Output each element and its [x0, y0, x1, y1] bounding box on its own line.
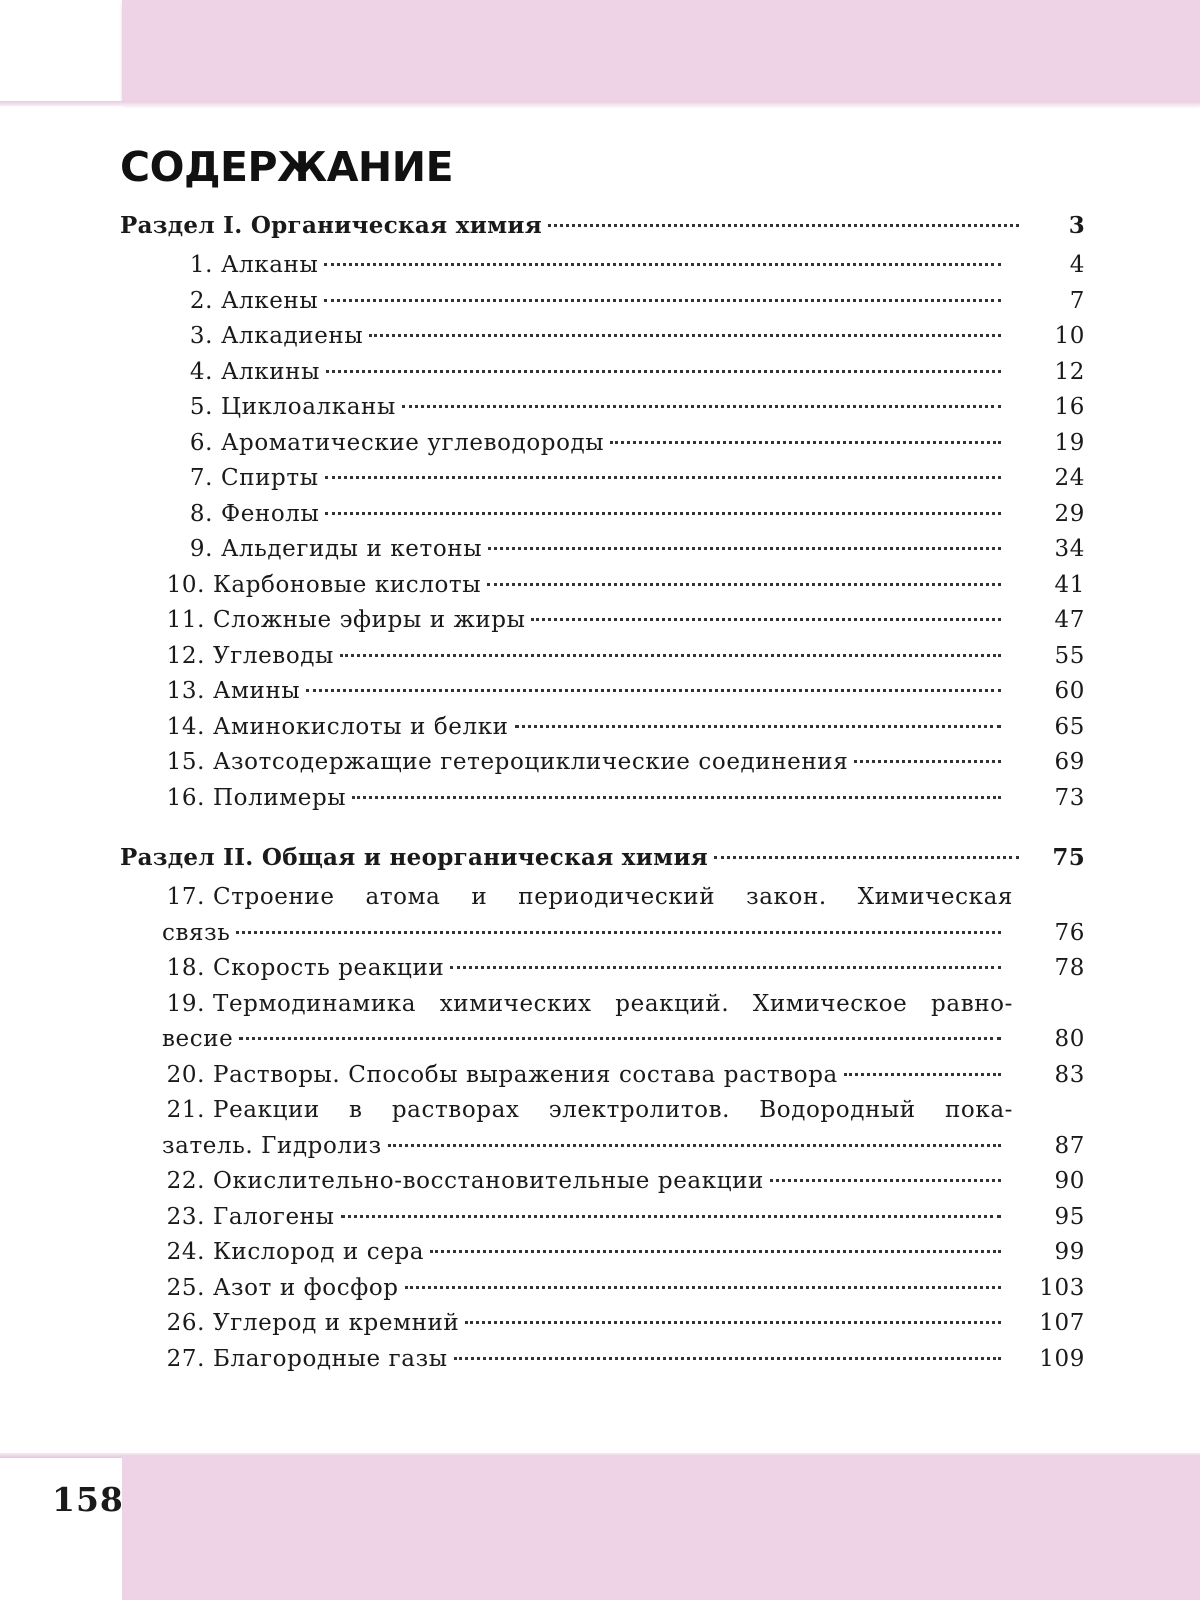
toc-entry[interactable] [120, 955, 1085, 991]
toc-entry[interactable] [120, 678, 1085, 714]
leader-dots [324, 299, 1001, 302]
leader-dots [548, 224, 1019, 227]
toc-entry[interactable] [120, 501, 1085, 537]
entry-number: 15. [166, 749, 205, 775]
toc-entry[interactable] [120, 252, 1085, 288]
leader-dots [854, 760, 1001, 763]
section-2-list [120, 884, 1085, 1381]
leader-dots [430, 1250, 1001, 1253]
toc-entry[interactable] [120, 607, 1085, 643]
toc-entry[interactable] [120, 1062, 1085, 1098]
page-ref: 69 [1054, 749, 1085, 775]
entry-title: Сложные эфиры и жиры [213, 607, 526, 633]
entry-title: Ароматические углеводороды [221, 429, 605, 456]
page-ref: 107 [1039, 1310, 1085, 1336]
leader-dots [325, 476, 1001, 479]
toc-entry[interactable] [120, 1275, 1085, 1311]
entry-number: 12. [166, 642, 205, 669]
leader-dots [369, 334, 1001, 337]
toc-entry[interactable] [120, 1097, 1085, 1133]
toc-entry[interactable] [120, 465, 1085, 501]
entry-number: 23. [166, 1203, 205, 1230]
entry-title: Карбоновые кислоты [213, 571, 482, 598]
page-ref: 10 [1054, 323, 1085, 349]
entry-title: Циклоалканы [221, 394, 396, 420]
page-ref: 3 [1068, 212, 1085, 239]
toc-entry-continued[interactable] [120, 920, 1085, 956]
page-number: 158 [52, 1480, 124, 1519]
entry-title: Полимеры [213, 784, 347, 811]
entry-title: Окислительно-восстановительные реакции [213, 1168, 764, 1194]
entry-title: Углерод и кремний [213, 1310, 460, 1336]
leader-dots [236, 931, 1001, 934]
toc-entry[interactable] [120, 749, 1085, 785]
entry-number: 7. [189, 465, 213, 491]
entry-title-continued: весие [162, 1026, 234, 1052]
toc-entry[interactable] [120, 394, 1085, 430]
toc-entry[interactable] [120, 430, 1085, 466]
entry-number: 26. [166, 1310, 205, 1336]
leader-dots [325, 512, 1001, 515]
entry-number: 8. [189, 500, 213, 527]
entry-title: Скорость реакции [213, 955, 445, 981]
leader-dots [844, 1073, 1001, 1076]
entry-title: Алкадиены [221, 323, 364, 349]
page-ref: 12 [1054, 358, 1085, 385]
page-ref: 80 [1054, 1026, 1085, 1052]
entry-number: 9. [189, 536, 213, 562]
toc-entry[interactable] [120, 991, 1085, 1027]
entry-number: 24. [166, 1239, 205, 1265]
toc-entry[interactable] [120, 884, 1085, 920]
section-label: Раздел I. Органическая химия [120, 212, 543, 239]
entry-number: 18. [166, 955, 205, 981]
entry-number: 13. [166, 678, 205, 704]
toc-entry[interactable] [120, 714, 1085, 750]
entry-title: Спирты [221, 465, 319, 491]
toc-entry-continued[interactable] [120, 1133, 1085, 1169]
leader-dots [326, 370, 1001, 373]
page-ref: 16 [1054, 394, 1085, 420]
entry-title: Реакции в растворах электролитов. Водородный пока- [213, 1097, 1013, 1123]
page-ref: 103 [1039, 1274, 1085, 1301]
page-ref: 99 [1054, 1239, 1085, 1265]
toc-entry[interactable] [120, 536, 1085, 572]
leader-dots [405, 1286, 1001, 1289]
page-ref: 47 [1054, 607, 1085, 633]
toc-entry[interactable] [120, 288, 1085, 324]
toc-entry[interactable] [120, 785, 1085, 821]
page-ref: 76 [1054, 919, 1085, 946]
page-ref: 65 [1054, 713, 1085, 740]
entry-number: 2. [189, 287, 213, 314]
section-label: Раздел II. Общая и неорганическая химия [120, 844, 709, 871]
leader-dots [402, 405, 1001, 408]
entry-title: Растворы. Способы выражения состава раствора [213, 1061, 838, 1088]
header-band-edge [0, 101, 1200, 106]
leader-dots [450, 966, 1001, 969]
entry-title: Алкины [221, 358, 320, 385]
entry-title: Термодинамика химических реакций. Химическое равно- [213, 990, 1013, 1017]
leader-dots [714, 856, 1019, 859]
toc-entry[interactable] [120, 323, 1085, 359]
footer-band [122, 1455, 1200, 1600]
page-ref: 29 [1054, 500, 1085, 527]
entry-number: 16. [166, 784, 205, 811]
leader-dots [770, 1179, 1001, 1182]
entry-title: Фенолы [221, 500, 320, 527]
entry-title: Алканы [221, 252, 319, 278]
toc-entry[interactable] [120, 359, 1085, 395]
entry-title: Углеводы [213, 642, 334, 669]
entry-title: Алкены [221, 287, 319, 314]
entry-title: Азот и фосфор [213, 1274, 399, 1301]
entry-number: 27. [166, 1345, 205, 1372]
page-ref: 87 [1054, 1132, 1085, 1159]
entry-title: Галогены [213, 1203, 335, 1230]
leader-dots [239, 1037, 1001, 1040]
entry-number: 1. [189, 252, 213, 278]
leader-dots [340, 654, 1001, 657]
page-title: СОДЕРЖАНИЕ [120, 143, 454, 192]
page-ref: 60 [1054, 678, 1085, 704]
leader-dots [341, 1215, 1002, 1218]
page-ref: 4 [1069, 252, 1085, 278]
leader-dots [515, 725, 1001, 728]
entry-number: 20. [166, 1061, 205, 1088]
leader-dots [388, 1144, 1001, 1147]
entry-number: 21. [166, 1097, 205, 1123]
toc-entry[interactable] [120, 1204, 1085, 1240]
entry-number: 25. [166, 1274, 205, 1301]
toc-section-2[interactable] [120, 844, 1085, 884]
entry-title: Кислород и сера [213, 1239, 425, 1265]
entry-title: Амины [213, 678, 301, 704]
toc-entry[interactable] [120, 1168, 1085, 1204]
page-ref: 41 [1054, 571, 1085, 598]
entry-number: 17. [166, 884, 205, 910]
leader-dots [487, 583, 1001, 586]
leader-dots [324, 263, 1001, 266]
page-ref: 34 [1054, 536, 1085, 562]
toc-section-1[interactable] [120, 212, 1085, 252]
entry-title-continued: связь [162, 919, 231, 946]
leader-dots [454, 1357, 1001, 1360]
toc-entry-continued[interactable] [120, 1026, 1085, 1062]
page-ref: 73 [1054, 784, 1085, 811]
leader-dots [465, 1321, 1001, 1324]
entry-number: 5. [189, 394, 213, 420]
toc-entry[interactable] [120, 643, 1085, 679]
entry-title-continued: затель. Гидролиз [162, 1132, 382, 1159]
page-ref: 95 [1054, 1203, 1085, 1230]
leader-dots [488, 547, 1001, 550]
toc-entry[interactable] [120, 572, 1085, 608]
leader-dots [306, 689, 1001, 692]
page-ref: 55 [1054, 642, 1085, 669]
entry-title: Аминокислоты и белки [213, 713, 509, 740]
entry-title: Альдегиды и кетоны [221, 536, 483, 562]
entry-number: 14. [166, 713, 205, 740]
entry-number: 3. [189, 323, 213, 349]
page-ref: 7 [1069, 287, 1085, 314]
leader-dots [531, 618, 1001, 621]
leader-dots [352, 796, 1001, 799]
toc-entry[interactable] [120, 1346, 1085, 1382]
page-ref: 19 [1054, 429, 1085, 456]
entry-number: 4. [189, 358, 213, 385]
table-of-contents [120, 212, 1085, 1381]
entry-title: Благородные газы [213, 1345, 448, 1372]
entry-title: Азотсодержащие гетероциклические соединения [213, 749, 849, 775]
page-ref: 90 [1054, 1168, 1085, 1194]
section-1-list [120, 252, 1085, 820]
entry-number: 22. [166, 1168, 205, 1194]
entry-number: 11. [166, 607, 205, 633]
page-ref: 109 [1039, 1345, 1085, 1372]
toc-entry[interactable] [120, 1239, 1085, 1275]
entry-title: Строение атома и периодический закон. Химическая [213, 884, 1013, 910]
entry-number: 19. [166, 990, 205, 1017]
page-ref: 78 [1054, 955, 1085, 981]
leader-dots [610, 441, 1001, 444]
page-ref: 24 [1054, 465, 1085, 491]
page-ref: 83 [1054, 1061, 1085, 1088]
page-ref: 75 [1052, 844, 1085, 871]
toc-entry[interactable] [120, 1310, 1085, 1346]
header-band [122, 0, 1200, 103]
entry-number: 6. [189, 429, 213, 456]
entry-number: 10. [166, 571, 205, 598]
